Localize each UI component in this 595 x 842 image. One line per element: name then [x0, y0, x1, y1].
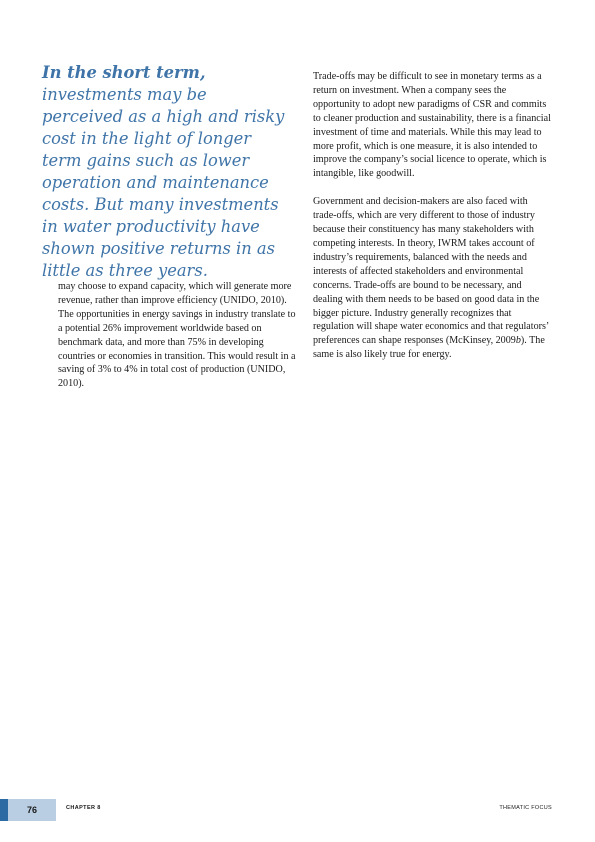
- paragraph-2-ending: ). The same is also likely true for energy.: [313, 335, 545, 361]
- paragraph-2-text: Government and decision-makers are also faced with trade-offs, which are very different to those of industry because their constituency has many stakeholders with competing interests. In theory, IWRM takes account of industry’s requirements, balanced with the needs and interests of affected stakeholders and environmental concerns. Trade-offs are bound to be necessary, and dealing with them needs to be based on good data in the bigger picture. Industry generally recognizes that regulation will shape water economics and that regulators’ preferences can shape responses (McKinsey, 2009: [313, 196, 549, 347]
- left-column-paragraph: may choose to expand capacity, which will generate more revenue, rather than improve efficiency (UNIDO, 2010). The opportunities in energy savings in industry translate to a potential 26% improvement worldwide based on benchmark data, and more than 75% in developing countries or economies in transition. This would result in a saving of 3% to 4% in total cost of production (UNIDO, 2010).: [58, 281, 296, 390]
- chapter-label: CHAPTER 8: [66, 805, 101, 811]
- right-column-paragraph-1: Trade-offs may be difficult to see in monetary terms as a return on investment. When a company sees the opportunity to adopt new paradigms of CSR and commits to cleaner production and sustainability, there is a financial investment of time and materials. While this may lead to more profit, which is one measure, it is also intended to improve the company’s social licence to operate, which is intangible, like goodwill.: [313, 71, 551, 180]
- right-column-paragraph-2: [313, 195, 553, 362]
- left-column: [58, 280, 298, 391]
- page-footer: [0, 799, 595, 821]
- footer-stripe: [0, 799, 8, 821]
- page-number: 76: [26, 805, 37, 815]
- section-label: THEMATIC FOCUS: [499, 805, 552, 811]
- citation-suffix: b: [515, 335, 521, 347]
- right-column: [313, 70, 553, 362]
- pull-quote-text: investments may be perceived as a high and risky cost in the light of longer term gains such as lower operation and maintenance costs. But many investments in water productivity have shown positive returns in as little as three years.: [42, 85, 285, 280]
- pull-quote: [42, 62, 287, 282]
- page-number-box: [8, 799, 56, 821]
- pull-quote-lead: In the short term,: [42, 63, 206, 82]
